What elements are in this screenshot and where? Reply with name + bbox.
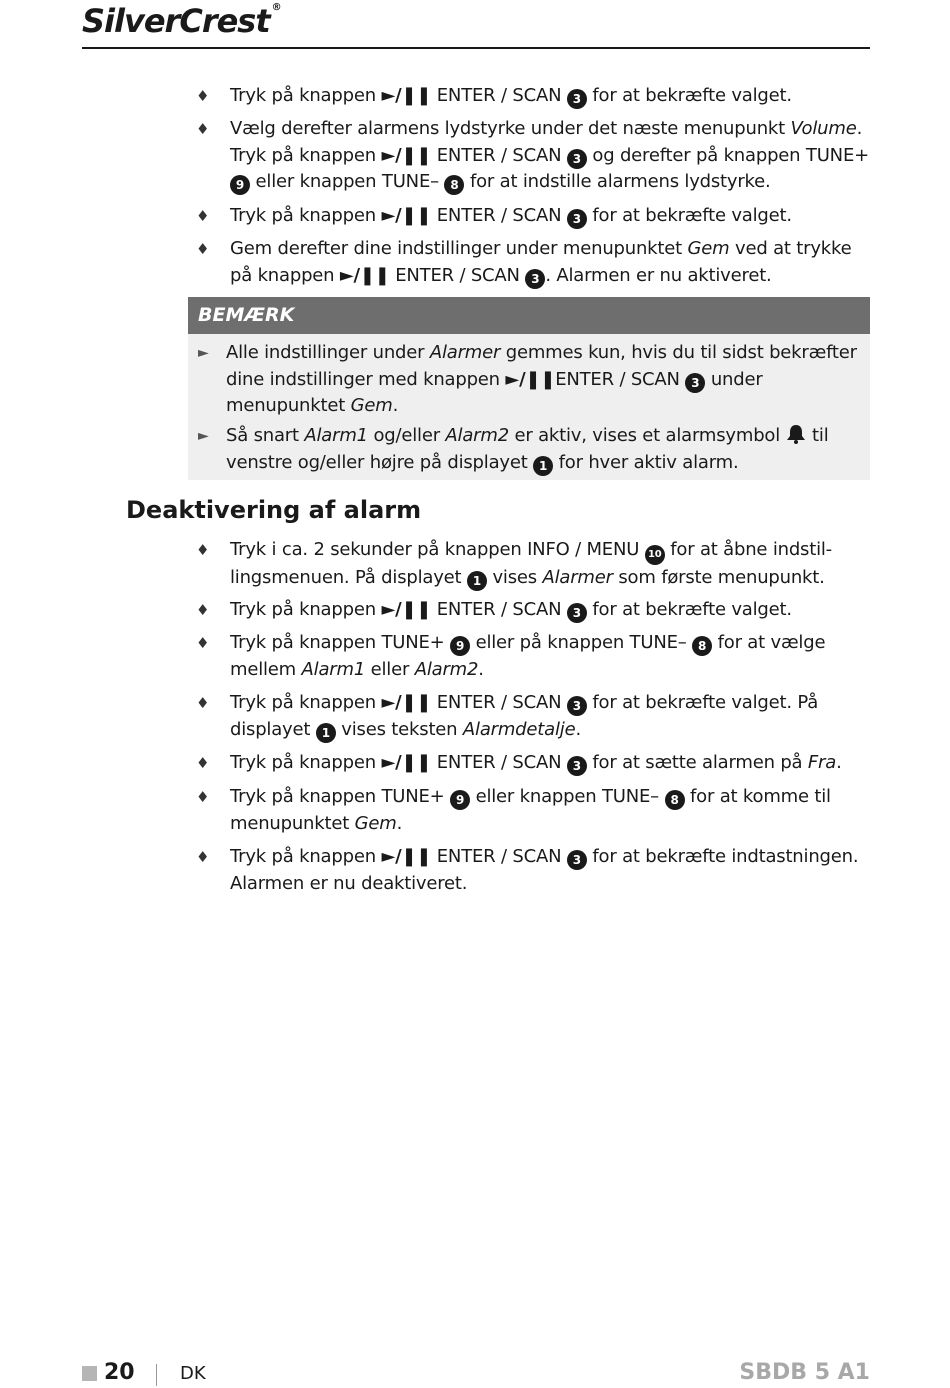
footer-divider — [156, 1364, 157, 1386]
page-footer — [82, 1358, 870, 1388]
diamond-bullet-icon: ♦ — [196, 848, 210, 866]
number-badge: 3 — [525, 269, 545, 289]
list-item: ♦ Gem derefter dine indstillinger under menupunktet Gem ved at trykke på knappen ►/❚❚ ENTER / SCAN 3 . Alarmen er nu aktiveret. — [230, 236, 870, 289]
number-badge: 10 — [645, 545, 665, 565]
number-badge: 3 — [567, 603, 587, 623]
diamond-bullet-icon: ♦ — [196, 788, 210, 806]
number-badge: 3 — [567, 756, 587, 776]
list-item: ♦ Vælg derefter alarmens lydstyrke under det næste menupunkt Volume. Tryk på knappen ►/❚❚ ENTER / SCAN 3 og derefter på knappen TUNE+ 9 eller knappen TUNE– 8 for at indstille alarmens lydstyrke. — [230, 116, 870, 196]
model-number: SBDB 5 A1 — [739, 1360, 870, 1385]
number-badge: 3 — [685, 373, 705, 393]
number-badge: 8 — [444, 175, 464, 195]
number-badge: 3 — [567, 696, 587, 716]
note-item: ► Alle indstillinger under Alarmer gemmes kun, hvis du til sidst bekræfter dine indstillinger med knappen ►/❚❚ENTER / SCAN 3 under menupunktet Gem. — [198, 342, 857, 416]
list-item: ♦ Tryk på knappen ►/❚❚ ENTER / SCAN 3 for at sætte alarmen på Fra. — [230, 750, 870, 777]
arrow-bullet-icon: ► — [198, 428, 209, 444]
diamond-bullet-icon: ♦ — [196, 541, 210, 559]
diamond-bullet-icon: ♦ — [196, 120, 210, 138]
number-badge: 9 — [450, 790, 470, 810]
arrow-bullet-icon: ► — [198, 345, 209, 361]
number-badge: 3 — [567, 209, 587, 229]
diamond-bullet-icon: ♦ — [196, 754, 210, 772]
number-badge: 1 — [533, 456, 553, 476]
number-badge: 1 — [316, 723, 336, 743]
list-item: ♦ Tryk på knappen ►/❚❚ ENTER / SCAN 3 for at bekræfte valget. På displayet 1 vises teksten Alarmdetalje. — [230, 690, 870, 743]
number-badge: 8 — [692, 636, 712, 656]
section-title: Deaktivering af alarm — [126, 496, 422, 524]
diamond-bullet-icon: ♦ — [196, 240, 210, 258]
number-badge: 3 — [567, 850, 587, 870]
diamond-bullet-icon: ♦ — [196, 694, 210, 712]
list-item: ♦ Tryk på knappen ►/❚❚ ENTER / SCAN 3 for at bekræfte valget. — [230, 203, 870, 230]
list-item: ♦ Tryk på knappen TUNE+ 9 eller knappen TUNE– 8 for at komme til menupunktet Gem. — [196, 786, 831, 834]
number-badge: 9 — [230, 175, 250, 195]
list-item: ♦ Tryk på knappen TUNE+ 9 eller på knappen TUNE– 8 for at vælge mellem Alarm1 eller Alarm2. — [196, 632, 826, 680]
page-header — [82, 0, 870, 50]
header-rule — [82, 47, 870, 49]
number-badge: 9 — [450, 636, 470, 656]
list-item: ♦ Tryk på knappen ►/❚❚ ENTER / SCAN 3 for at bekræfte valget. — [230, 83, 870, 110]
language-code: DK — [180, 1363, 206, 1384]
bell-icon — [784, 424, 808, 444]
diamond-bullet-icon: ♦ — [196, 634, 210, 652]
note-title: BEMÆRK — [188, 297, 870, 334]
number-badge: 8 — [665, 790, 685, 810]
diamond-bullet-icon: ♦ — [196, 207, 210, 225]
number-badge: 3 — [567, 149, 587, 169]
diamond-bullet-icon: ♦ — [196, 87, 210, 105]
diamond-bullet-icon: ♦ — [196, 601, 210, 619]
page-number: 20 — [104, 1360, 135, 1385]
footer-square-icon — [82, 1366, 97, 1381]
list-item: ♦ Tryk på knappen ►/❚❚ ENTER / SCAN 3 for at bekræfte indtastningen. Alarmen er nu deaktiveret. — [196, 846, 859, 894]
list-item: ♦ Tryk i ca. 2 sekunder på knappen INFO / MENU 10 for at åbne indstil-lingsmenuen. På displayet 1 vises Alarmer som første menupunkt. — [230, 537, 870, 592]
number-badge: 3 — [567, 89, 587, 109]
list-item: ♦ Tryk på knappen ►/❚❚ ENTER / SCAN 3 for at bekræfte valget. — [230, 597, 870, 624]
brand-logo: SilverCrest ® — [82, 2, 281, 40]
note-box — [188, 297, 870, 480]
note-item: ► Så snart Alarm1 og/eller Alarm2 er aktiv, vises et alarmsymbol til venstre og/eller højre på displayet 1 for hver aktiv alarm. — [226, 423, 862, 476]
number-badge: 1 — [467, 571, 487, 591]
